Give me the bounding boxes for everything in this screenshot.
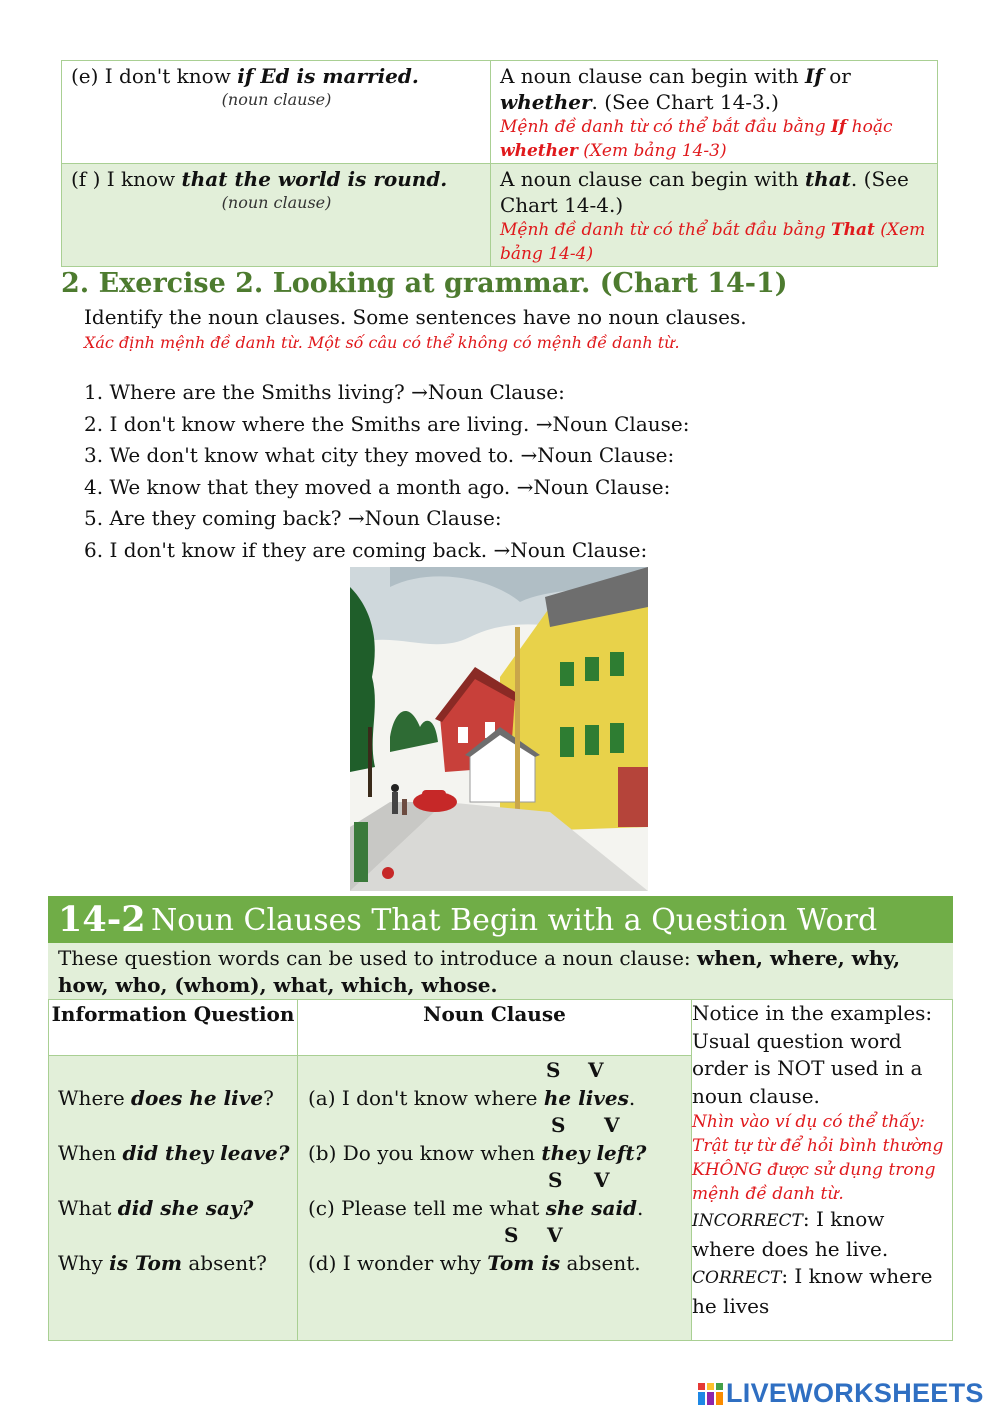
exercise-instruction-vn: Xác định mệnh đề danh từ. Một số câu có thể không có mệnh đề danh từ.: [84, 333, 680, 352]
example-note: (noun clause): [221, 90, 332, 109]
table-row: (e) I don't know if Ed is married. (noun clause) A noun clause can begin with If or whether. (See Chart 14-3.) Mệnh đề danh từ có thể bắt đầu bằng If hoặc whether (Xem bảng 14-3): [62, 61, 938, 164]
chart-number: 14-2: [58, 899, 146, 940]
liveworksheets-logo[interactable]: [698, 1378, 984, 1408]
exercise-title: 2. Exercise 2. Looking at grammar. (Chart 14-1): [61, 268, 788, 299]
example-text: (f ) I know: [71, 167, 182, 191]
notice-cell: [692, 1000, 953, 1341]
question-example: What did she say?: [58, 1196, 254, 1220]
exercise-item: 3. We don't know what city they moved to. →Noun Clause:: [84, 443, 675, 468]
explanation-text: A noun clause can begin with: [500, 167, 805, 191]
question-example: When did they leave?: [58, 1141, 290, 1165]
exercise-list: [84, 379, 689, 569]
noun-clause-example: (c) Please tell me what she said.: [308, 1196, 644, 1220]
question-words: when, where, why, how, who, (whom), what, which, whose.: [58, 946, 901, 997]
correct-example: : I know where he lives: [692, 1264, 933, 1318]
correct-label: CORRECT: [692, 1268, 782, 1288]
verb-marker: V: [547, 1223, 563, 1247]
subject-marker: S: [548, 1168, 563, 1192]
comparison-table: [61, 60, 938, 267]
incorrect-label: INCORRECT: [692, 1211, 803, 1231]
vietnamese-note: Mệnh đề danh từ có thể bắt đầu bằng If hoặc whether (Xem bảng 14-3): [500, 117, 893, 161]
subject-marker: S: [546, 1058, 561, 1082]
example-emphasis: if Ed is married.: [237, 64, 419, 88]
question-example: Where does he live?: [58, 1086, 274, 1110]
noun-clause-example: (d) I wonder why Tom is absent.: [308, 1251, 641, 1275]
question-example: Why is Tom absent?: [58, 1251, 267, 1275]
subject-marker: S: [504, 1223, 519, 1247]
exercise-item: 6. I don't know if they are coming back. →Noun Clause:: [84, 537, 648, 562]
exercise-instruction: Identify the noun clauses. Some sentences have no noun clauses.: [84, 305, 747, 329]
exercise-item: 4. We know that they moved a month ago. →Noun Clause:: [84, 474, 671, 499]
chart-intro: These question words can be used to introduce a noun clause: when, where, why, how, who, (whom), what, which, whose.: [48, 943, 953, 999]
chart-header: [48, 896, 953, 943]
grammar-chart-table: [48, 999, 953, 1341]
logo-text: LIVEWORKSHEETS: [726, 1378, 984, 1408]
example-text: (e) I don't know: [71, 64, 238, 88]
street-scene-image: [350, 567, 648, 891]
exercise-item: 2. I don't know where the Smiths are living. →Noun Clause:: [84, 411, 690, 436]
column-header-noun-clause: Noun Clause: [298, 1000, 692, 1056]
example-note: (noun clause): [221, 193, 332, 212]
column-header-question: Information Question: [49, 1000, 298, 1056]
explanation-text: A noun clause can begin with: [500, 64, 805, 88]
logo-icon: [698, 1381, 724, 1407]
chart-title: Noun Clauses That Begin with a Question Word: [151, 903, 878, 938]
street-illustration: [350, 567, 648, 891]
exercise-item: 5. Are they coming back? →Noun Clause:: [84, 506, 502, 531]
example-emphasis: that the world is round.: [181, 167, 448, 191]
noun-clause-example: (a) I don't know where he lives.: [308, 1086, 636, 1110]
notice-text: Notice in the examples: Usual question word order is NOT used in a noun clause.: [692, 1001, 933, 1108]
header-row: [49, 1000, 953, 1056]
noun-clause-example: (b) Do you know when they left?: [308, 1141, 647, 1165]
verb-marker: V: [594, 1168, 610, 1192]
verb-marker: V: [604, 1113, 620, 1137]
verb-marker: V: [588, 1058, 604, 1082]
table-row: (f ) I know that the world is round. (noun clause) A noun clause can begin with that. (See Chart 14-4.) Mệnh đề danh từ có thể bắt đầu bằng That (Xem bảng 14-4): [62, 164, 938, 267]
vietnamese-note: Mệnh đề danh từ có thể bắt đầu bằng That (Xem bảng 14-4): [500, 220, 926, 264]
notice-text-vn: Nhìn vào ví dụ có thể thấy: Trật tự từ để hỏi bình thường KHÔNG được sử dụng trong mệnh đề danh từ.: [692, 1112, 944, 1204]
exercise-item: 1. Where are the Smiths living? →Noun Clause:: [84, 380, 565, 404]
subject-marker: S: [551, 1113, 566, 1137]
incorrect-example: : I know where does he live.: [692, 1207, 889, 1261]
